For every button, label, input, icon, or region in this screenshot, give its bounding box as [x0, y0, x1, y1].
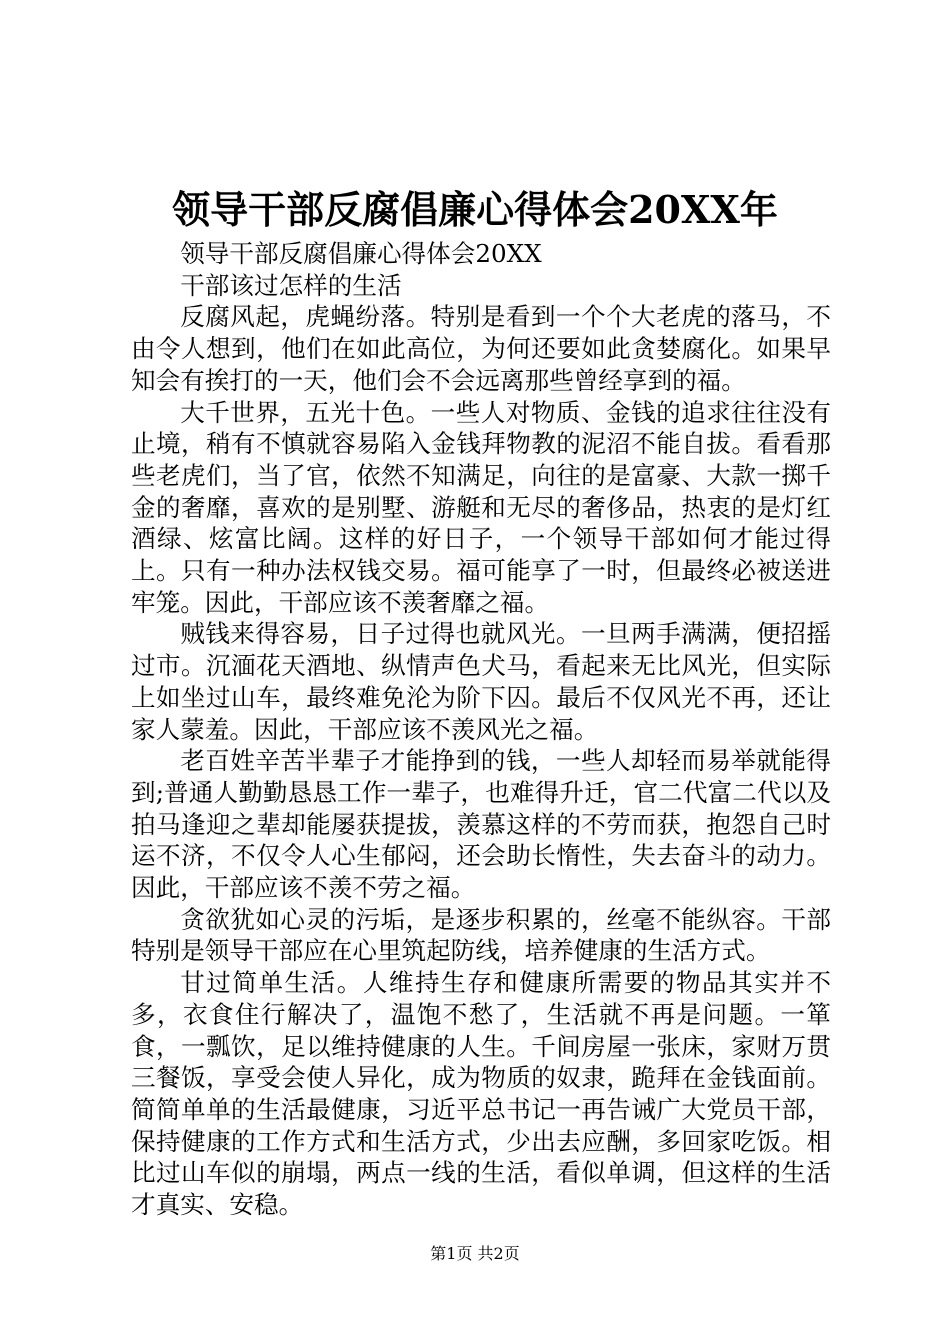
document-title: 领导干部反腐倡廉心得体会20XX年 — [172, 187, 778, 232]
subtitle-line: 领导干部反腐倡廉心得体会20XX — [180, 239, 542, 268]
body-paragraph: 贼钱来得容易，日子过得也就风光。一旦两手满满，便招摇过市。沉湎花天酒地、纵情声色犬马，看起来无比风光，但实际上如坐过山车，最终难免沦为阶下囚。最后不仅风光不再，还让家人蒙羞。因此，干部应该不羡风光之福。 — [131, 619, 831, 744]
body-paragraph: 贪欲犹如心灵的污垢，是逐步积累的，丝毫不能纵容。干部特别是领导干部应在心里筑起防线，培养健康的生活方式。 — [131, 904, 831, 966]
body-paragraph: 老百姓辛苦半辈子才能挣到的钱，一些人却轻而易举就能得到;普通人勤勤恳恳工作一辈子，也难得升迁，官二代富二代以及拍马逢迎之辈却能屡获提拔，羡慕这样的不劳而获，抱怨自己时运不济，不仅令人心生郁闷，还会助长惰性，失去奋斗的动力。因此，干部应该不羡不劳之福。 — [131, 746, 831, 903]
body-paragraph: 反腐风起，虎蝇纷落。特别是看到一个个大老虎的落马，不由令人想到，他们在如此高位，为何还要如此贪婪腐化。如果早知会有挨打的一天，他们会不会远离那些曾经享到的福。 — [131, 302, 831, 395]
body-paragraph: 大千世界，五光十色。一些人对物质、金钱的追求往往没有止境，稍有不慎就容易陷入金钱拜物教的泥沼不能自拔。看看那些老虎们，当了官，依然不知满足，向往的是富豪、大款一掷千金的奢靡，喜欢的是别墅、游艇和无尽的奢侈品，热衷的是灯红酒绿、炫富比阔。这样的好日子，一个领导干部如何才能过得上。只有一种办法权钱交易。福可能享了一时，但最终必被送进牢笼。因此，干部应该不羡奢靡之福。 — [131, 397, 831, 617]
body-paragraph: 甘过简单生活。人维持生存和健康所需要的物品其实并不多，衣食住行解决了，温饱不愁了，生活就不再是问题。一箪食，一瓢饮，足以维持健康的人生。千间房屋一张床，家财万贯三餐饭，享受会使人异化，成为物质的奴隶，跪拜在金钱面前。简简单单的生活最健康，习近平总书记一再告诫广大党员干部，保持健康的工作方式和生活方式，少出去应酬，多回家吃饭。相比过山车似的崩塌，两点一线的生活，看似单调，但这样的生活才真实、安稳。 — [131, 968, 831, 1220]
section-heading: 干部该过怎样的生活 — [180, 270, 402, 300]
document-body — [131, 238, 831, 1221]
page-footer: 第1页 共2页 — [430, 1244, 520, 1263]
